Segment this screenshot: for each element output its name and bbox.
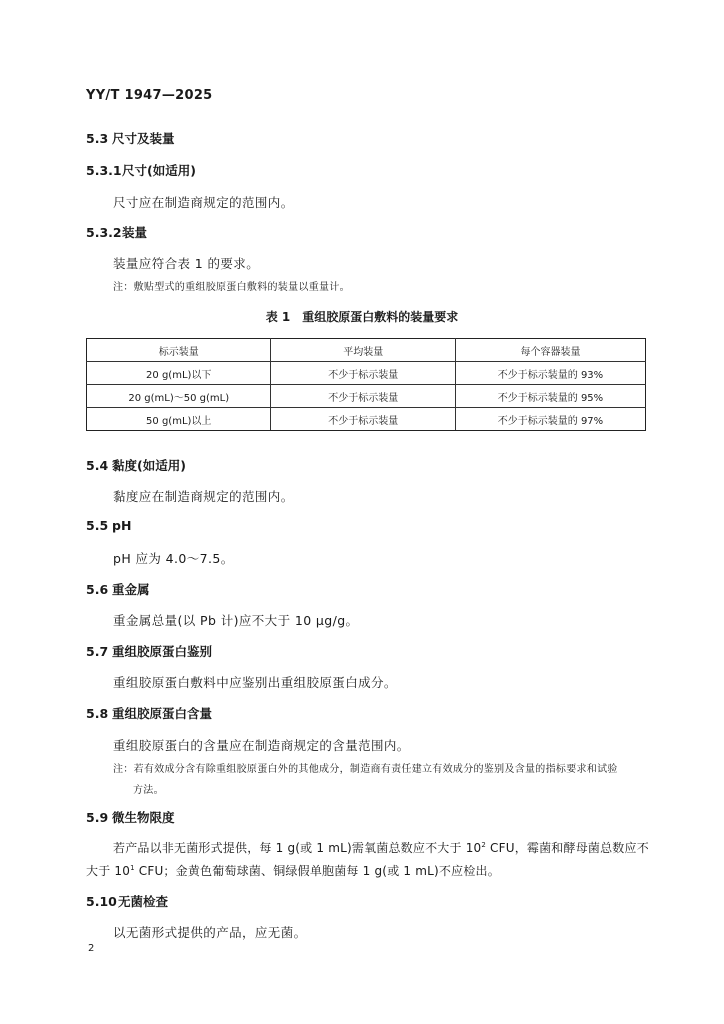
section-5-7-text: 重组胶原蛋白敷料中应鉴别出重组胶原蛋白成分。: [113, 675, 397, 690]
table-1: [86, 338, 646, 431]
section-title: 微生物限度: [112, 810, 175, 825]
table-cell: 不少于标示装量: [271, 385, 455, 408]
section-5-10-heading: [86, 892, 168, 910]
section-5-8-note-line1: 注：若有效成分含有除重组胶原蛋白外的其他成分，制造商有责任建立有效成分的鉴别及含量的指标要求和试验: [113, 764, 618, 775]
section-5-9-line1: [113, 839, 649, 856]
section-title: 黏度(如适用): [112, 458, 186, 473]
superscript: 2: [481, 841, 487, 849]
table-header-cell: 每个容器装量: [455, 339, 645, 362]
section-5-4-text: 黏度应在制造商规定的范围内。: [113, 489, 294, 504]
section-title: 尺寸(如适用): [122, 163, 196, 178]
section-title: 重组胶原蛋白鉴别: [112, 644, 213, 659]
section-5-10-text: 以无菌形式提供的产品，应无菌。: [113, 925, 307, 940]
section-number: 5.3.1: [86, 163, 122, 178]
table-header-cell: 标示装量: [87, 339, 271, 362]
section-5-3-2-note: 注：敷贴型式的重组胶原蛋白敷料的装量以重量计。: [113, 282, 350, 293]
section-number: 5.9: [86, 810, 109, 825]
section-5-9-heading: [86, 808, 175, 826]
section-title: 无菌检查: [118, 894, 169, 909]
section-5-5-heading: [86, 518, 131, 533]
table-1-caption: 表 1 重组胶原蛋白敷料的装量要求: [265, 310, 459, 324]
section-title: 重组胶原蛋白含量: [112, 706, 213, 721]
table-cell: 50 g(mL)以上: [87, 408, 271, 431]
text-run: 大于 10: [86, 864, 131, 878]
section-5-9-line2: [86, 862, 500, 879]
section-number: 5.6: [86, 582, 109, 597]
section-5-6-heading: [86, 580, 150, 598]
section-number: 5.3.2: [86, 225, 122, 240]
table-cell: 20 g(mL)～50 g(mL): [87, 385, 271, 408]
section-5-3-heading: [86, 129, 175, 147]
table-row: [87, 362, 646, 385]
table-row: [87, 408, 646, 431]
section-number: 5.3: [86, 131, 109, 146]
standard-id-header: YY/T 1947—2025: [86, 88, 213, 103]
section-number: 5.4: [86, 458, 109, 473]
page-number: 2: [88, 943, 95, 954]
text-run: CFU；金黄色葡萄球菌、铜绿假单胞菌每 1 g(或 1 mL)不应检出。: [134, 864, 500, 878]
table-cell: 不少于标示装量的 95%: [455, 385, 645, 408]
table-cell: 不少于标示装量: [271, 362, 455, 385]
table-header-cell: 平均装量: [271, 339, 455, 362]
section-5-7-heading: [86, 642, 212, 660]
section-title: 尺寸及装量: [112, 131, 175, 146]
section-5-3-2-text: 装量应符合表 1 的要求。: [113, 256, 260, 271]
section-title: 装量: [122, 225, 148, 240]
section-title: pH: [112, 518, 132, 533]
section-5-8-text: 重组胶原蛋白的含量应在制造商规定的含量范围内。: [113, 738, 410, 753]
table-cell: 不少于标示装量的 93%: [455, 362, 645, 385]
section-5-5-text: pH 应为 4.0～7.5。: [113, 551, 234, 566]
text-run: CFU，霉菌和酵母菌总数应不: [486, 841, 649, 855]
table-cell: 不少于标示装量: [271, 408, 455, 431]
section-5-3-2-heading: [86, 223, 147, 241]
section-5-4-heading: [86, 456, 186, 474]
section-number: 5.8: [86, 706, 109, 721]
section-5-8-heading: [86, 704, 212, 722]
superscript: 1: [130, 864, 135, 872]
table-cell: 不少于标示装量的 97%: [455, 408, 645, 431]
table-row: [87, 385, 646, 408]
table-cell: 20 g(mL)以下: [87, 362, 271, 385]
section-number: 5.7: [86, 644, 109, 659]
text-run: 若产品以非无菌形式提供，每 1 g(或 1 mL)需氧菌总数应不大于 10: [113, 841, 482, 855]
section-5-8-note-line2: 方法。: [133, 785, 164, 796]
section-number: 5.10: [86, 894, 117, 909]
section-number: 5.5: [86, 518, 109, 533]
section-5-6-text: 重金属总量(以 Pb 计)应不大于 10 μg/g。: [113, 613, 359, 628]
table-header-row: [87, 339, 646, 362]
section-title: 重金属: [112, 582, 150, 597]
section-5-3-1-text: 尺寸应在制造商规定的范围内。: [113, 195, 294, 210]
section-5-3-1-heading: [86, 161, 196, 179]
